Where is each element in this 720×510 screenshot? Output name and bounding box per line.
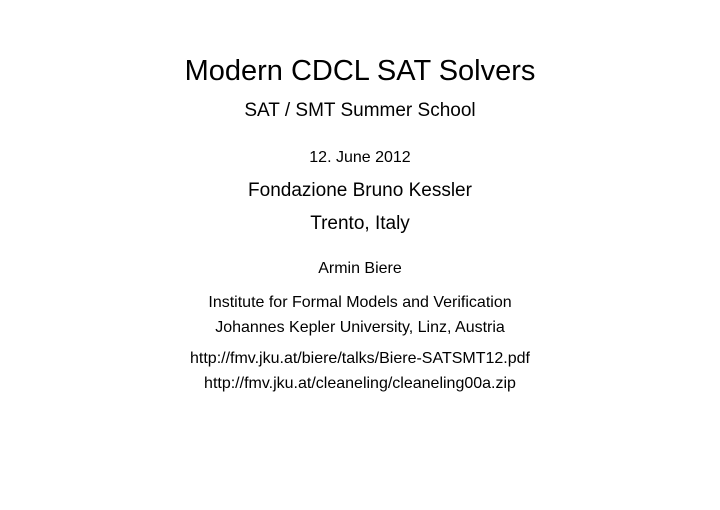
venue-location: Trento, Italy (310, 213, 410, 234)
talk-date: 12. June 2012 (309, 149, 411, 166)
slides-pdf-link[interactable]: http://fmv.jku.at/biere/talks/Biere-SATSMT12.pdf (190, 350, 530, 367)
slide-subtitle: SAT / SMT Summer School (244, 100, 476, 121)
university-name: Johannes Kepler University, Linz, Austria (215, 319, 505, 336)
author-name: Armin Biere (318, 260, 402, 277)
slide-title: Modern CDCL SAT Solvers (184, 55, 536, 87)
venue-name: Fondazione Bruno Kessler (248, 180, 472, 201)
institute-name: Institute for Formal Models and Verification (208, 294, 512, 311)
cleaneling-zip-link[interactable]: http://fmv.jku.at/cleaneling/cleaneling00a.zip (204, 375, 516, 392)
